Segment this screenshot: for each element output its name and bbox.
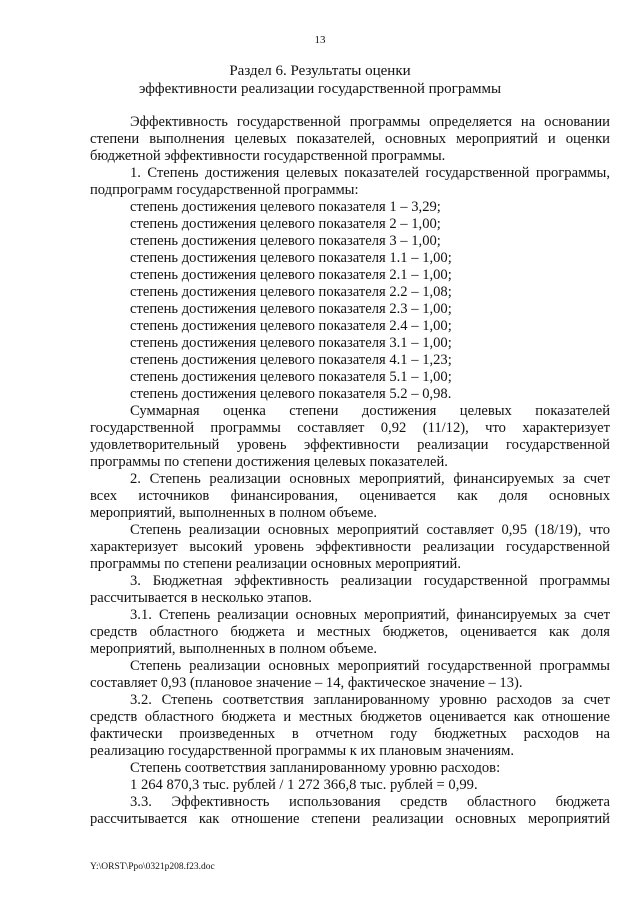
text-line: Суммарная оценка степени достижения целевых показателей (130, 403, 610, 419)
text-line: Степень реализации основных мероприятий государственной программы (130, 658, 610, 674)
text-line: Степень реализации основных мероприятий составляет 0,95 (18/19), что (130, 522, 610, 538)
text-line: программы по степени реализации основных мероприятий. (90, 556, 461, 572)
text-line: мероприятий, выполненных в полном объеме. (90, 641, 377, 657)
text-line: 3.2. Степень соответствия запланированному уровню расходов за счет (130, 692, 610, 708)
text-line: степень достижения целевого показателя 1.1 – 1,00; (130, 250, 452, 266)
text-line: степень достижения целевого показателя 3 – 1,00; (130, 233, 441, 249)
text-line: средств областного бюджета и местных бюджетов оценивается как отношение (90, 709, 610, 725)
text-line: программы по степени достижения целевых показателей. (90, 454, 448, 470)
text-line: государственной программы составляет 0,92 (11/12), что характеризует (90, 420, 610, 436)
section-title (0, 62, 640, 98)
text-line: степень достижения целевого показателя 2.2 – 1,08; (130, 284, 452, 300)
page-number: 13 (314, 34, 326, 46)
body-text (90, 114, 610, 828)
text-line: степень достижения целевого показателя 5.1 – 1,00; (130, 369, 452, 385)
text-line: степень достижения целевого показателя 5.2 – 0,98. (130, 386, 452, 402)
text-line: 3.1. Степень реализации основных мероприятий, финансируемых за счет (130, 607, 610, 623)
text-line: мероприятий, выполненных в полном объеме. (90, 505, 377, 521)
section-title-line: эффективности реализации государственной программы (138, 81, 502, 97)
text-line: степень достижения целевого показателя 3.1 – 1,00; (130, 335, 452, 351)
text-line: всех источников финансирования, оценивается как доля основных (90, 488, 610, 504)
text-line: реализацию государственной программы к их плановым значениям. (90, 743, 515, 759)
text-line: характеризует высокий уровень эффективности реализации государственной (90, 539, 610, 555)
text-line: степени выполнения целевых показателей, основных мероприятий и оценки (90, 131, 610, 147)
section-title-line: Раздел 6. Результаты оценки (229, 63, 411, 79)
text-line: 1. Степень достижения целевых показателей государственной программы, (130, 165, 610, 181)
text-line: рассчитывается в несколько этапов. (90, 590, 312, 606)
footer-file-path: Y:\ORST\Ppo\0321p208.f23.doc (90, 862, 215, 872)
text-line: фактически произведенных в отчетном году бюджетных расходов на (90, 726, 610, 742)
text-line: составляет 0,93 (плановое значение – 14, фактическое значение – 13). (90, 675, 523, 691)
text-line: степень достижения целевого показателя 2.4 – 1,00; (130, 318, 452, 334)
text-line: степень достижения целевого показателя 2.3 – 1,00; (130, 301, 452, 317)
text-line: 3.3. Эффективность использования средств областного бюджета (130, 794, 610, 810)
text-line: средств областного бюджета и местных бюджетов, оценивается как доля (90, 624, 610, 640)
text-line: 3. Бюджетная эффективность реализации государственной программы (130, 573, 610, 589)
text-line: рассчитывается как отношение степени реализации основных мероприятий (90, 811, 610, 827)
text-line: 2. Степень реализации основных мероприятий, финансируемых за счет (130, 471, 610, 487)
text-line: степень достижения целевого показателя 2.1 – 1,00; (130, 267, 452, 283)
text-line: удовлетворительный уровень эффективности реализации государственной (90, 437, 610, 453)
text-line: степень достижения целевого показателя 2 – 1,00; (130, 216, 441, 232)
text-line: Эффективность государственной программы определяется на основании (130, 114, 610, 130)
text-line: бюджетной эффективности государственной программы. (90, 148, 446, 164)
text-line: степень достижения целевого показателя 1 – 3,29; (130, 199, 441, 215)
text-line: подпрограмм государственной программы: (90, 182, 359, 198)
text-line: степень достижения целевого показателя 4.1 – 1,23; (130, 352, 452, 368)
text-line: Степень соответствия запланированному уровню расходов: (130, 760, 501, 776)
text-line: 1 264 870,3 тыс. рублей / 1 272 366,8 тыс. рублей = 0,99. (130, 777, 478, 793)
